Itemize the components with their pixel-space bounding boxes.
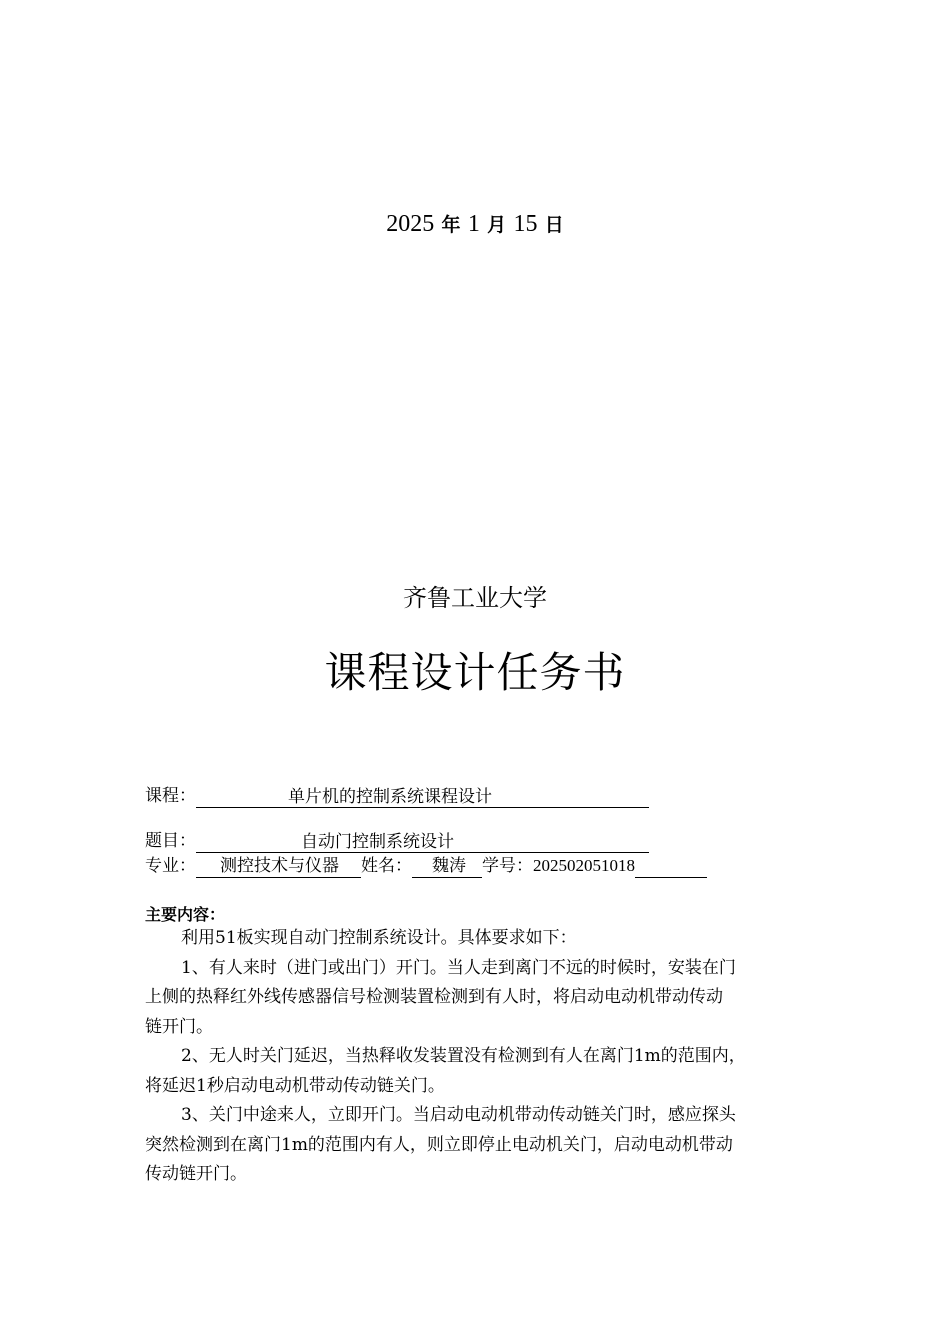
name-value: 魏涛: [412, 855, 482, 878]
major-value: 测控技术与仪器: [196, 855, 361, 878]
date-year-unit: 年: [441, 214, 461, 236]
student-id-underline: [635, 855, 707, 878]
date-month-unit: 月: [487, 214, 507, 236]
content-paragraph-2: 2、无人时关门延迟，当热释收发装置没有检测到有人在离门1m的范围内， 将延迟1秒启动电动机带动传动链关门。: [145, 1046, 746, 1096]
main-content-body: [145, 924, 810, 1190]
university-name: 齐鲁工业大学: [403, 584, 547, 612]
content-paragraph-intro: 利用51板实现自动门控制系统设计。具体要求如下：: [181, 928, 577, 948]
student-id-label: 学号：: [482, 856, 533, 876]
course-label: 课程：: [145, 786, 196, 806]
course-field: [145, 784, 649, 808]
date-line: [0, 210, 950, 238]
date-day: 15: [513, 211, 538, 237]
main-content-heading: 主要内容：: [145, 905, 226, 924]
content-paragraph-1: 1、有人来时（进门或出门）开门。当人走到离门不远的时候时，安装在门 上侧的热释红外线传感器信号检测装置检测到有人时，将启动电动机带动传动 链开门。: [145, 957, 736, 1037]
major-label: 专业：: [145, 856, 196, 876]
topic-value: 自动门控制系统设计: [196, 831, 649, 853]
date-month: 1: [467, 211, 480, 237]
topic-label: 题目：: [145, 831, 196, 851]
student-info-line: [145, 854, 707, 878]
student-id-value: 202502051018: [533, 856, 635, 875]
document-title: 课程设计任务书: [324, 648, 626, 697]
date-year: 2025: [386, 211, 435, 237]
content-paragraph-3: 3、关门中途来人，立即开门。当启动电动机带动传动链关门时，感应探头 突然检测到在离门1m的范围内有人，则立即停止电动机关门，启动电动机带动 传动链开门。: [145, 1105, 736, 1184]
name-label: 姓名：: [361, 856, 412, 876]
date-day-unit: 日: [544, 214, 564, 236]
topic-field: [145, 829, 649, 853]
course-value: 单片机的控制系统课程设计: [196, 786, 649, 808]
